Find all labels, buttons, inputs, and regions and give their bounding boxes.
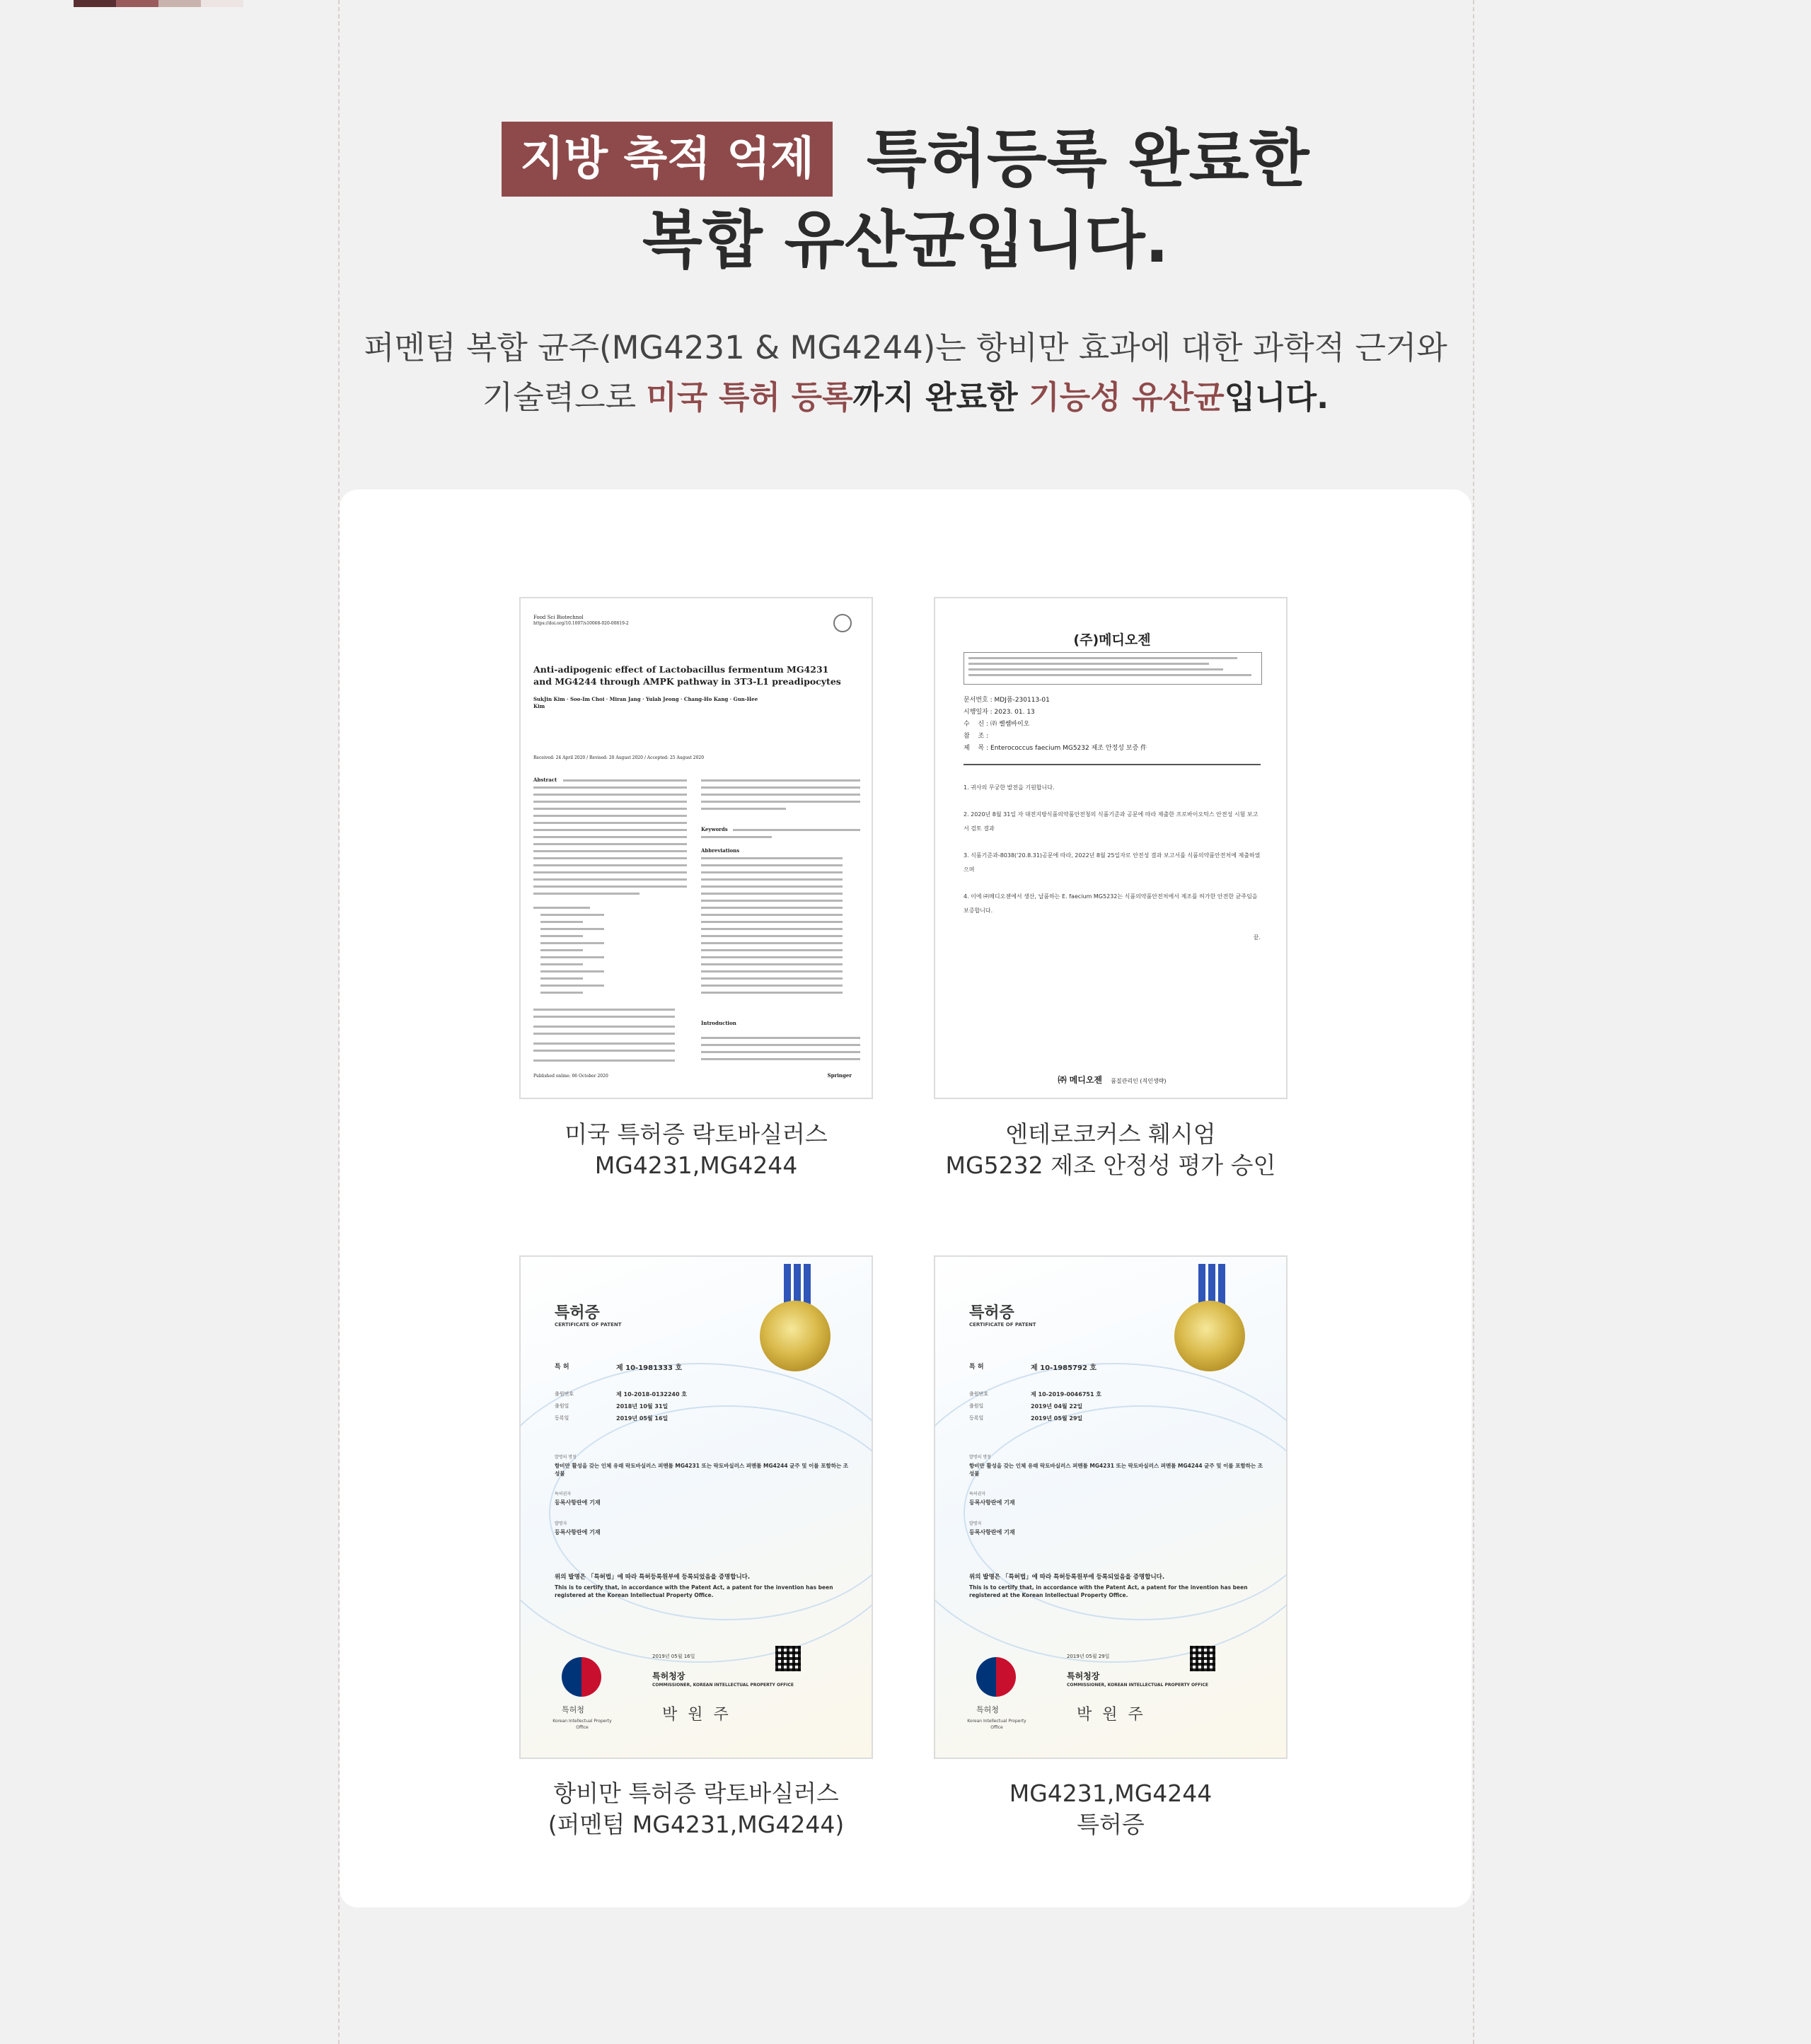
certificate-patent-no: 제 10-1981333 호 [616,1364,683,1372]
letter-footer-company: ㈜ 메디오젠 [1058,1075,1102,1085]
commissioner: 특허청장 [652,1671,685,1681]
invention-title: 항비만 활성을 갖는 인체 유래 락토바실러스 퍼멘툼 MG4231 또는 락토바실러스 퍼멘툼 MG4244 균주 및 이를 포함하는 조성물 [969,1463,1263,1477]
statement-en: This is to certify that, in accordance with the Patent Act, a patent for the invention has been registered at the Korean Intellectual Property Office. [969,1584,1248,1598]
letter-item-2: 2. 2020년 8월 31일 자 대전지방식품의약품안전청의 식품기준과 공문에 따라 제출한 프로바이오틱스 안전성 시험 보고서 검토 결과 [964,811,1259,832]
owner-label: 특허권자 [969,1492,986,1497]
office: 특허청 [976,1705,999,1714]
check-updates-icon [833,614,852,632]
documents-card [340,489,1471,1907]
paper-title [533,663,866,687]
caption-doc-2 [898,1119,1323,1181]
letter-footer-sub: 품질관리인 (직인생략) [1111,1078,1167,1084]
caption-doc-4 [898,1778,1323,1840]
caption-doc-2-line-1: 엔테로코커스 훼시엄 [1005,1120,1216,1148]
certificate-patent-label: 특 허 [969,1364,984,1371]
qr-code-icon [1190,1646,1215,1671]
certificate-values [1031,1388,1101,1424]
certificate-subtitle: CERTIFICATE OF PATENT [969,1322,1036,1328]
letter-item-4: 4. 이에 ㈜메디오젠에서 생산, 납품하는 E. faecium MG5232는 식품의약품안전처에서 제조를 허가한 안전한 균주임을 보증합니다. [964,893,1258,914]
signature: 박 원 주 [662,1706,731,1724]
caption-doc-3-line-2: (퍼멘텀 MG4231,MG4244) [548,1811,845,1838]
statement-ko: 위의 발명은 「특허법」에 따라 특허등록원부에 등록되었음을 증명합니다. [969,1574,1165,1581]
paper-received: Received: 24 April 2020 / Revised: 20 August 2020 / Accepted: 25 August 2020 [533,755,705,760]
invention-label: 발명의 명칭 [969,1455,991,1460]
headline-line-1: 특허등록 완료한 [866,122,1309,195]
caption-doc-3 [484,1778,908,1840]
application-label: 출원번호 [555,1391,574,1397]
caption-doc-4-line-2: 특허증 [1077,1811,1145,1838]
certificate-title: 특허증 [555,1304,600,1322]
paper-introduction-label: Introduction [701,1020,736,1026]
office: 특허청 [562,1705,584,1714]
paper-abbreviations-label: Abbreviations [701,847,740,854]
description-highlight-patent: 미국 특허 등록 [646,378,853,416]
registration-label: 등록일 [969,1415,984,1421]
gold-seal-icon [760,1301,831,1371]
qr-code-icon [775,1646,801,1671]
top-color-bar [74,0,243,7]
paper-doi: https://doi.org/10.1007/s10068-020-00819-2 [533,621,629,626]
issue-date: 2019년 05월 16일 [652,1654,695,1659]
patent-certificate-1-image [519,1255,873,1759]
office-en: Korean Intellectual Property Office [967,1719,1026,1730]
letter-doc-no: MDJ품-230113-01 [994,697,1050,704]
caption-doc-4-line-1: MG4231,MG4244 [1009,1779,1213,1807]
certificate-patent-no: 제 10-1985792 호 [1031,1364,1097,1372]
caption-doc-1 [484,1119,908,1181]
headline-line-2: 복합 유산균입니다. [642,204,1169,277]
letter-subject: Enterococcus faecium MG5232 제조 안정성 보증 件 [990,745,1147,752]
statement-en: This is to certify that, in accordance with the Patent Act, a patent for the invention has been registered at the Korean Intellectual Property Office. [555,1584,833,1598]
paper-abstract-label: Abstract [533,777,557,783]
inventor-label: 발명자 [555,1521,567,1526]
description-prefix: 기술력으로 [482,378,647,416]
signature: 박 원 주 [1077,1706,1146,1724]
letter-header-fields: 문서번호 : MDJ품-230113-01 시행일자 : 2023. 01. 13 수 신 : ㈜ 쎌쌤바이오 참 조 : 제 목 : Enterococcus faecium MG5232 제조 안정성 보증 件 [964,697,1147,752]
commissioner-en: COMMISSIONER, KOREAN INTELLECTUAL PROPERTY OFFICE [652,1683,794,1688]
owner: 등록사항란에 기재 [969,1499,1015,1506]
application-label: 출원번호 [969,1391,989,1397]
inventor-label: 발명자 [969,1521,982,1526]
description-mid: 까지 완료한 [852,378,1029,416]
certificate-title: 특허증 [969,1304,1014,1322]
letter-item-3: 3. 식품기준과-8038('20.8.31)공문에 따라, 2022년 8월 25일자로 안전성 결과 보고서를 식품의약품안전처에 제출하였으며 [964,852,1261,873]
kipo-logo-icon [562,1657,601,1697]
certificate-values [616,1388,687,1424]
commissioner-en: COMMISSIONER, KOREAN INTELLECTUAL PROPERTY OFFICE [1067,1683,1209,1688]
certificate-subtitle: CERTIFICATE OF PATENT [555,1322,622,1328]
filing-label: 출원일 [555,1403,569,1409]
invention-label: 발명의 명칭 [555,1455,577,1460]
letter-recipient: ㈜ 쎌쌤바이오 [990,721,1030,728]
inventor: 등록사항란에 기재 [555,1529,601,1535]
office-en: Korean Intellectual Property Office [552,1719,612,1730]
description-highlight-probiotic: 기능성 유산균 [1029,378,1225,416]
letter-body [964,781,1261,945]
letter-footer [935,1074,1288,1086]
paper-authors: SukJin Kim · Soo-Im Choi · Miran Jang · Yulah Jeong · Chang-Ho Kang · Gun-Hee Kim [533,696,758,709]
caption-doc-3-line-1: 항비만 특허증 락토바실러스 [553,1779,839,1807]
headline-row-1 [0,120,1811,198]
journal-paper-image [519,597,873,1099]
filing-date: 2019년 04월 22일 [1031,1403,1083,1410]
letter-divider [964,764,1261,765]
caption-doc-1-line-2: MG4231,MG4244 [594,1151,798,1179]
gold-seal-icon [1174,1301,1245,1371]
approval-letter-image [934,597,1288,1099]
paper-publisher: Springer [827,1072,852,1079]
caption-doc-1-line-1: 미국 특허증 락토바실러스 [565,1120,828,1148]
invention-title: 항비만 활성을 갖는 인체 유래 락토바실러스 퍼멘툼 MG4231 또는 락토바실러스 퍼멘툼 MG4244 균주 및 이를 포함하는 조성물 [555,1463,849,1477]
issue-date: 2019년 05월 29일 [1067,1654,1110,1659]
application-no: 제 10-2018-0132240 호 [616,1391,688,1398]
description-suffix: 입니다. [1224,378,1329,416]
registration-date: 2019년 05월 16일 [616,1415,669,1422]
certificate-patent-label: 특 허 [555,1364,569,1371]
paper-title-line-2: and MG4244 through AMPK pathway in 3T3-L1 preadipocytes [533,676,841,687]
kipo-logo-icon [976,1657,1016,1697]
letter-date: 2023. 01. 13 [994,709,1035,716]
owner-label: 특허권자 [555,1492,572,1497]
paper-journal: Food Sci Biotechnol [533,615,584,620]
letter-item-1: 1. 귀사의 무궁한 발전을 기원합니다. [964,784,1055,791]
owner: 등록사항란에 기재 [555,1499,601,1506]
guide-line-right [1473,0,1474,2044]
registration-label: 등록일 [555,1415,569,1421]
patent-certificate-2-image [934,1255,1288,1759]
letter-address-box [964,652,1262,685]
caption-doc-2-line-2: MG5232 제조 안정성 평가 승인 [945,1151,1276,1179]
certificate-labels [969,1388,988,1424]
inventor: 등록사항란에 기재 [969,1529,1015,1535]
registration-date: 2019년 05월 29일 [1031,1415,1083,1422]
headline-badge: 지방 축적 억제 [502,122,833,197]
statement-ko: 위의 발명은 「특허법」에 따라 특허등록원부에 등록되었음을 증명합니다. [555,1574,751,1581]
letter-closing: 끝. [1253,934,1261,941]
certificate-labels [555,1388,574,1424]
filing-date: 2018년 10월 31일 [616,1403,669,1410]
description-line-2 [0,373,1811,422]
paper-keywords-label: Keywords [701,826,728,832]
commissioner: 특허청장 [1067,1671,1100,1681]
letter-company: (주)메디오젠 [1073,632,1151,648]
application-no: 제 10-2019-0046751 호 [1031,1391,1102,1398]
paper-published: Published online: 06 October 2020 [533,1074,608,1079]
paper-title-line-1: Anti-adipogenic effect of Lactobacillus fermentum MG4231 [533,664,829,675]
description-line-1: 퍼멘텀 복합 균주(MG4231 & MG4244)는 항비만 효과에 대한 과학적 근거와 [364,329,1447,366]
filing-label: 출원일 [969,1403,984,1409]
